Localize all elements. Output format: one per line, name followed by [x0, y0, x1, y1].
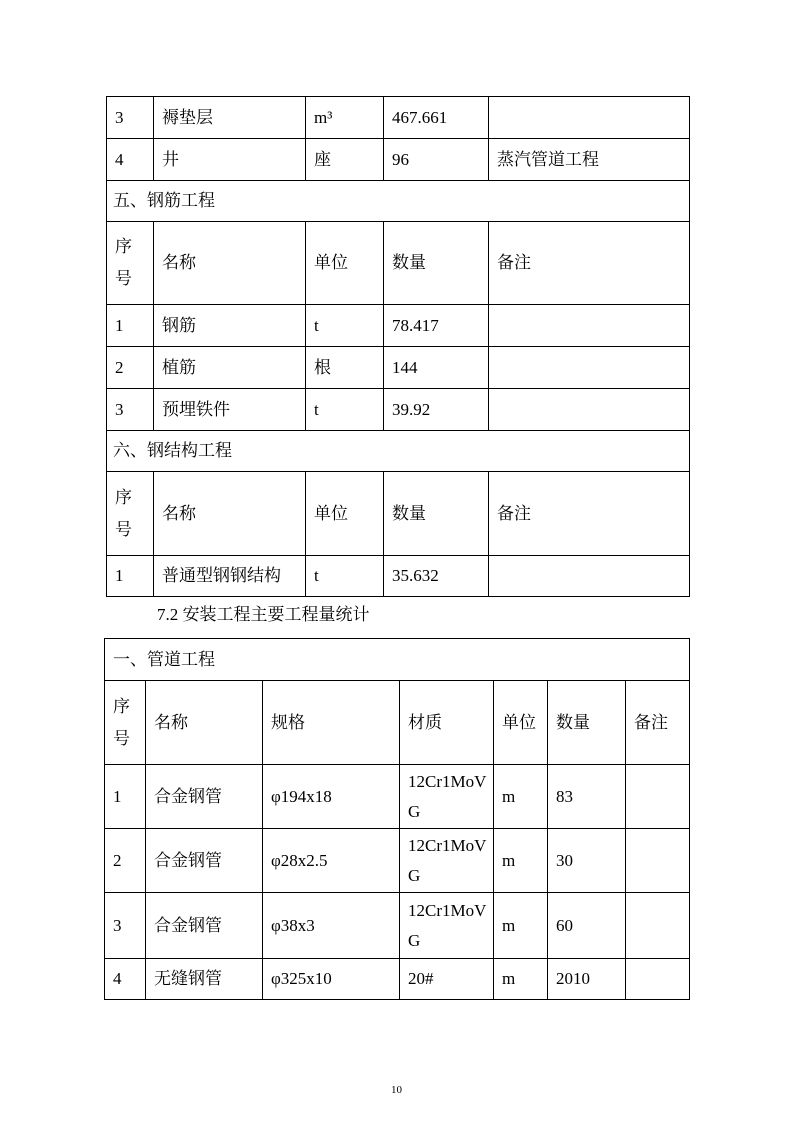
row-number: 3: [107, 97, 154, 139]
item-quantity: 467.661: [384, 97, 489, 139]
header-note: 备注: [626, 681, 690, 765]
table-row: [105, 829, 690, 893]
page-number: 10: [391, 1084, 402, 1096]
item-name: 褥垫层: [154, 97, 306, 139]
header-name: 名称: [154, 222, 306, 305]
header-unit: 单位: [306, 472, 384, 556]
section-row: [105, 639, 690, 681]
item-quantity: 83: [548, 765, 626, 829]
item-quantity: 30: [548, 829, 626, 893]
item-quantity: 144: [384, 347, 489, 389]
table-row: [107, 97, 690, 139]
header-spec: 规格: [263, 681, 400, 765]
item-unit: 根: [306, 347, 384, 389]
section-title-steel-structure: 六、钢结构工程: [107, 431, 690, 472]
header-unit: 单位: [494, 681, 548, 765]
table-row: [105, 959, 690, 1000]
row-number: 1: [105, 765, 146, 829]
item-spec: φ38x3: [263, 893, 400, 959]
header-name: 名称: [154, 472, 306, 556]
item-unit: t: [306, 556, 384, 597]
civil-works-table: [106, 96, 690, 597]
item-quantity: 60: [548, 893, 626, 959]
header-quantity: 数量: [384, 472, 489, 556]
item-material: 12Cr1MoVG: [400, 893, 494, 959]
header-quantity: 数量: [384, 222, 489, 305]
table-row: [105, 765, 690, 829]
item-quantity: 2010: [548, 959, 626, 1000]
item-unit: m: [494, 893, 548, 959]
item-note: [626, 829, 690, 893]
item-quantity: 78.417: [384, 305, 489, 347]
item-name: 合金钢管: [146, 893, 263, 959]
item-spec: φ194x18: [263, 765, 400, 829]
item-note: [489, 389, 690, 431]
item-unit: t: [306, 305, 384, 347]
row-number: 2: [105, 829, 146, 893]
item-unit: m: [494, 959, 548, 1000]
header-name: 名称: [146, 681, 263, 765]
table-row: [107, 305, 690, 347]
header-note: 备注: [489, 472, 690, 556]
item-name: 井: [154, 139, 306, 181]
section-title-piping: 一、管道工程: [105, 639, 690, 681]
item-spec: φ28x2.5: [263, 829, 400, 893]
header-unit: 单位: [306, 222, 384, 305]
item-name: 合金钢管: [146, 829, 263, 893]
header-no: 序号: [105, 681, 146, 765]
item-unit: t: [306, 389, 384, 431]
header-row: [107, 472, 690, 556]
item-name: 合金钢管: [146, 765, 263, 829]
item-name: 无缝钢管: [146, 959, 263, 1000]
table-row: [107, 347, 690, 389]
item-note: [489, 97, 690, 139]
item-note: [489, 347, 690, 389]
item-spec: φ325x10: [263, 959, 400, 1000]
item-material: 12Cr1MoVG: [400, 829, 494, 893]
item-material: 12Cr1MoVG: [400, 765, 494, 829]
row-number: 4: [107, 139, 154, 181]
item-note: [626, 893, 690, 959]
row-number: 1: [107, 305, 154, 347]
header-quantity: 数量: [548, 681, 626, 765]
item-note: [626, 765, 690, 829]
item-unit: m³: [306, 97, 384, 139]
item-unit: m: [494, 829, 548, 893]
item-name: 植筋: [154, 347, 306, 389]
item-material: 20#: [400, 959, 494, 1000]
table-row: [107, 389, 690, 431]
section-title-rebar: 五、钢筋工程: [107, 181, 690, 222]
item-note: [489, 556, 690, 597]
row-number: 4: [105, 959, 146, 1000]
row-number: 1: [107, 556, 154, 597]
item-name: 钢筋: [154, 305, 306, 347]
header-no: 序号: [107, 222, 154, 305]
piping-works-table: [104, 638, 690, 1000]
section-row: [107, 431, 690, 472]
item-note: [626, 959, 690, 1000]
item-name: 预埋铁件: [154, 389, 306, 431]
header-row: [107, 222, 690, 305]
item-unit: m: [494, 765, 548, 829]
table-row: [105, 893, 690, 959]
header-material: 材质: [400, 681, 494, 765]
item-note: [489, 305, 690, 347]
row-number: 3: [107, 389, 154, 431]
table-row: [107, 556, 690, 597]
item-unit: 座: [306, 139, 384, 181]
header-row: [105, 681, 690, 765]
item-quantity: 96: [384, 139, 489, 181]
header-note: 备注: [489, 222, 690, 305]
item-note: 蒸汽管道工程: [489, 139, 690, 181]
table-row: [107, 139, 690, 181]
item-name: 普通型钢钢结构: [154, 556, 306, 597]
row-number: 3: [105, 893, 146, 959]
header-no: 序号: [107, 472, 154, 556]
item-quantity: 35.632: [384, 556, 489, 597]
section-row: [107, 181, 690, 222]
item-quantity: 39.92: [384, 389, 489, 431]
row-number: 2: [107, 347, 154, 389]
section-caption: 7.2 安装工程主要工程量统计: [157, 605, 370, 624]
